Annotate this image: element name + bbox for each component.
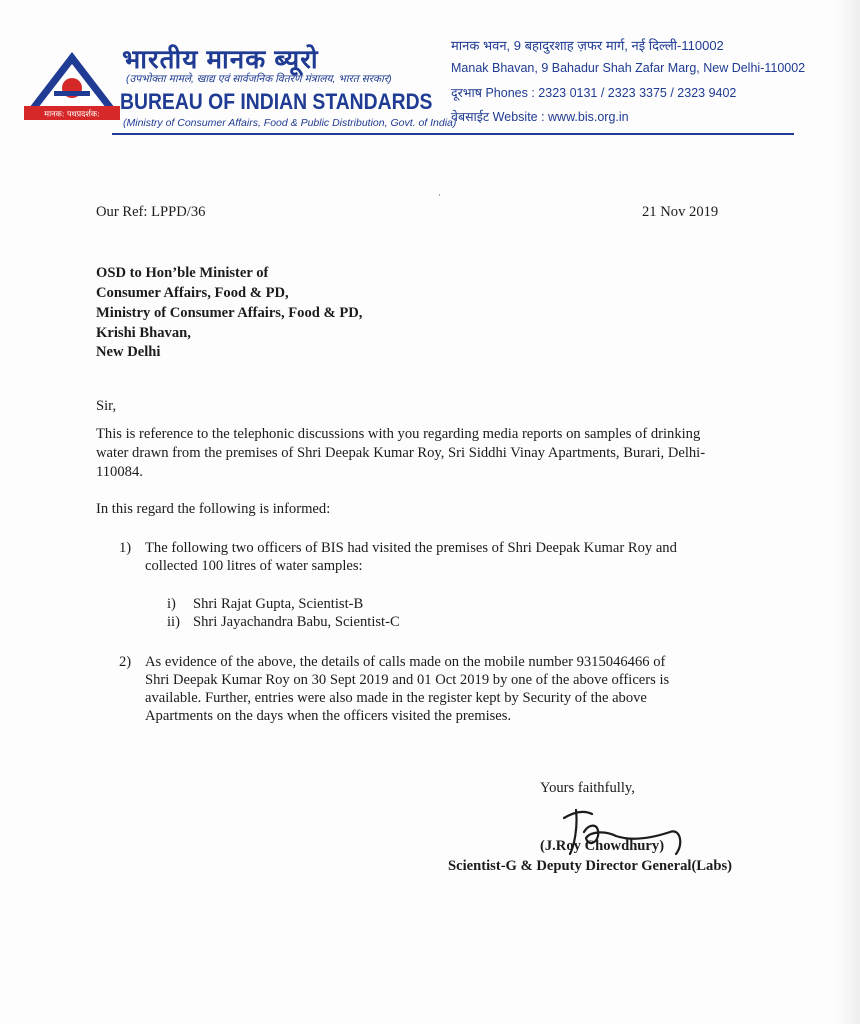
addressee-line: New Delhi <box>96 344 161 360</box>
reference-number: Our Ref: LPPD/36 <box>96 204 206 220</box>
signatory-title: Scientist-G & Deputy Director General(Labs) <box>448 858 732 874</box>
logo-text: मानक: पथप्रदर्शक: <box>44 109 100 119</box>
point-line: collected 100 litres of water samples: <box>145 558 363 574</box>
officer-item: Shri Rajat Gupta, Scientist-B <box>193 596 364 612</box>
point-line: As evidence of the above, the details of calls made on the mobile number 9315046466 of <box>145 654 666 670</box>
address-english: Manak Bhavan, 9 Bahadur Shah Zafar Marg, New Delhi-110002 <box>451 61 806 75</box>
point-number: 1) <box>119 540 132 556</box>
addressee-line: Krishi Bhavan, <box>96 325 191 341</box>
addressee-line: Ministry of Consumer Affairs, Food & PD, <box>96 305 363 321</box>
english-ministry-line: (Ministry of Consumer Affairs, Food & Public Distribution, Govt. of India) <box>123 117 457 129</box>
officer-numeral: i) <box>167 596 176 612</box>
lead-in: In this regard the following is informed: <box>96 501 331 517</box>
salutation: Sir, <box>96 398 117 414</box>
intro-line: water drawn from the premises of Shri Deepak Kumar Roy, Sri Siddhi Vinay Apartments, Burari, Delhi- <box>96 445 706 461</box>
point-line: Apartments on the days when the officers visited the premises. <box>145 708 512 724</box>
page-edge-shadow <box>836 0 860 1024</box>
hindi-org-name: भारतीय मानक ब्यूरो <box>122 44 319 74</box>
officer-item: Shri Jayachandra Babu, Scientist-C <box>193 614 400 630</box>
website: वेबसाईट Website : www.bis.org.in <box>451 110 629 124</box>
scan-speck: · <box>438 190 441 200</box>
hindi-ministry-line: (उपभोक्ता मामले, खाद्य एवं सार्वजनिक वितरण मंत्रालय, भारत सरकार) <box>126 73 392 85</box>
bis-logo-icon <box>22 48 122 126</box>
officer-numeral: ii) <box>167 614 180 630</box>
intro-line: 110084. <box>96 464 143 480</box>
closing: Yours faithfully, <box>540 780 635 796</box>
phone-numbers: दूरभाष Phones : 2323 0131 / 2323 3375 / 2323 9402 <box>451 86 737 100</box>
signatory-name: (J.Roy Chowdhury) <box>540 838 665 854</box>
point-line: The following two officers of BIS had visited the premises of Shri Deepak Kumar Roy and <box>145 540 677 556</box>
address-hindi: मानक भवन, 9 बहादुरशाह ज़फर मार्ग, नई दिल्ली-110002 <box>451 38 724 53</box>
intro-line: This is reference to the telephonic discussions with you regarding media reports on samples of drinking <box>96 426 701 442</box>
addressee-line: Consumer Affairs, Food & PD, <box>96 285 289 301</box>
point-number: 2) <box>119 654 132 670</box>
english-org-name: BUREAU OF INDIAN STANDARDS <box>120 89 433 114</box>
point-line: Shri Deepak Kumar Roy on 30 Sept 2019 and 01 Oct 2019 by one of the above officers is <box>145 672 670 688</box>
letterhead-rule <box>112 133 794 135</box>
letter-date: 21 Nov 2019 <box>642 204 719 220</box>
point-line: available. Further, entries were also made in the register kept by Security of the above <box>145 690 647 706</box>
addressee-line: OSD to Hon’ble Minister of <box>96 265 269 281</box>
